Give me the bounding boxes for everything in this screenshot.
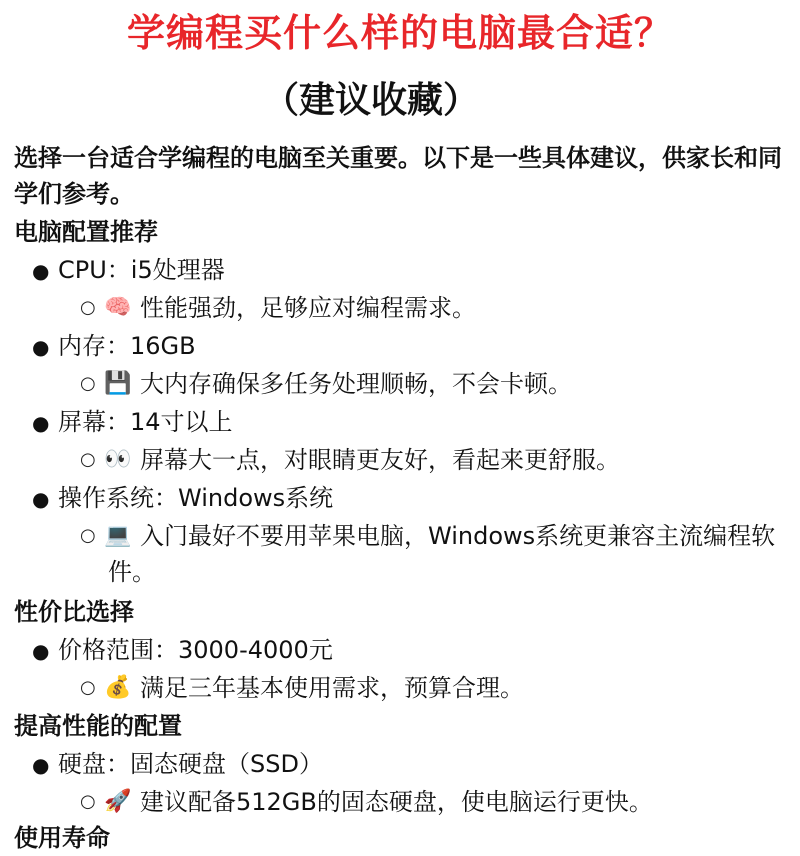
list-item-label: 内存：16GB (58, 332, 196, 360)
list-item-cpu (32, 252, 225, 289)
circle-bullet-icon: ○ (80, 677, 96, 698)
laptop-icon: 💻 (104, 523, 132, 548)
section-heading-value: 性价比选择 (14, 598, 134, 626)
sub-item-text: 入门最好不要用苹果电脑，Windows系统更兼容主流编程软件。 (108, 522, 776, 586)
list-item-label: 操作系统：Windows系统 (58, 484, 334, 512)
page-title: 学编程买什么样的电脑最合适？ (126, 11, 673, 55)
bullet-dot-icon: ● (32, 487, 50, 511)
section-heading-performance: 提高性能的配置 (14, 712, 182, 740)
sub-item-cpu-note (80, 290, 780, 326)
sub-item-price-note (80, 670, 780, 706)
brain-icon: 🧠 (104, 295, 132, 320)
bullet-dot-icon: ● (32, 411, 50, 435)
circle-bullet-icon: ○ (80, 791, 96, 812)
list-item-label: 价格范围：3000-4000元 (58, 636, 333, 664)
bullet-dot-icon: ● (32, 639, 50, 663)
list-item-label: 屏幕：14寸以上 (58, 408, 233, 436)
sub-item-screen-note (80, 442, 780, 478)
circle-bullet-icon: ○ (80, 449, 96, 470)
rocket-icon: 🚀 (104, 789, 132, 814)
section-heading-config: 电脑配置推荐 (14, 218, 158, 246)
list-item-label: CPU：i5处理器 (58, 256, 225, 284)
list-item-memory (32, 328, 196, 365)
money-bag-icon: 💰 (104, 675, 132, 700)
sub-item-disk-note (80, 784, 780, 820)
bullet-dot-icon: ● (32, 259, 50, 283)
sub-item-text: 建议配备512GB的固态硬盘，使电脑运行更快。 (140, 788, 653, 816)
list-item-os (32, 480, 333, 517)
eyes-icon: 👀 (104, 447, 132, 472)
sub-item-memory-note (80, 366, 780, 402)
sub-item-text: 满足三年基本使用需求，预算合理。 (140, 674, 524, 702)
list-item-label: 硬盘：固态硬盘（SSD） (58, 750, 323, 778)
circle-bullet-icon: ○ (80, 525, 96, 546)
bullet-dot-icon: ● (32, 753, 50, 777)
list-item-screen (32, 404, 233, 441)
sub-item-os-note (80, 518, 780, 590)
section-heading-lifespan: 使用寿命 (14, 824, 110, 852)
list-item-disk (32, 746, 323, 783)
sub-item-text: 屏幕大一点，对眼睛更友好，看起来更舒服。 (140, 446, 620, 474)
bullet-dot-icon: ● (32, 335, 50, 359)
sub-item-text: 大内存确保多任务处理顺畅，不会卡顿。 (140, 370, 572, 398)
sub-item-text: 性能强劲，足够应对编程需求。 (140, 294, 476, 322)
list-item-price (32, 632, 333, 669)
page-subtitle: （建议收藏） (262, 80, 479, 121)
circle-bullet-icon: ○ (80, 373, 96, 394)
floppy-disk-icon: 💾 (104, 371, 132, 396)
circle-bullet-icon: ○ (80, 297, 96, 318)
intro-paragraph: 选择一台适合学编程的电脑至关重要。以下是一些具体建议，供家长和同学们参考。 (14, 144, 782, 208)
